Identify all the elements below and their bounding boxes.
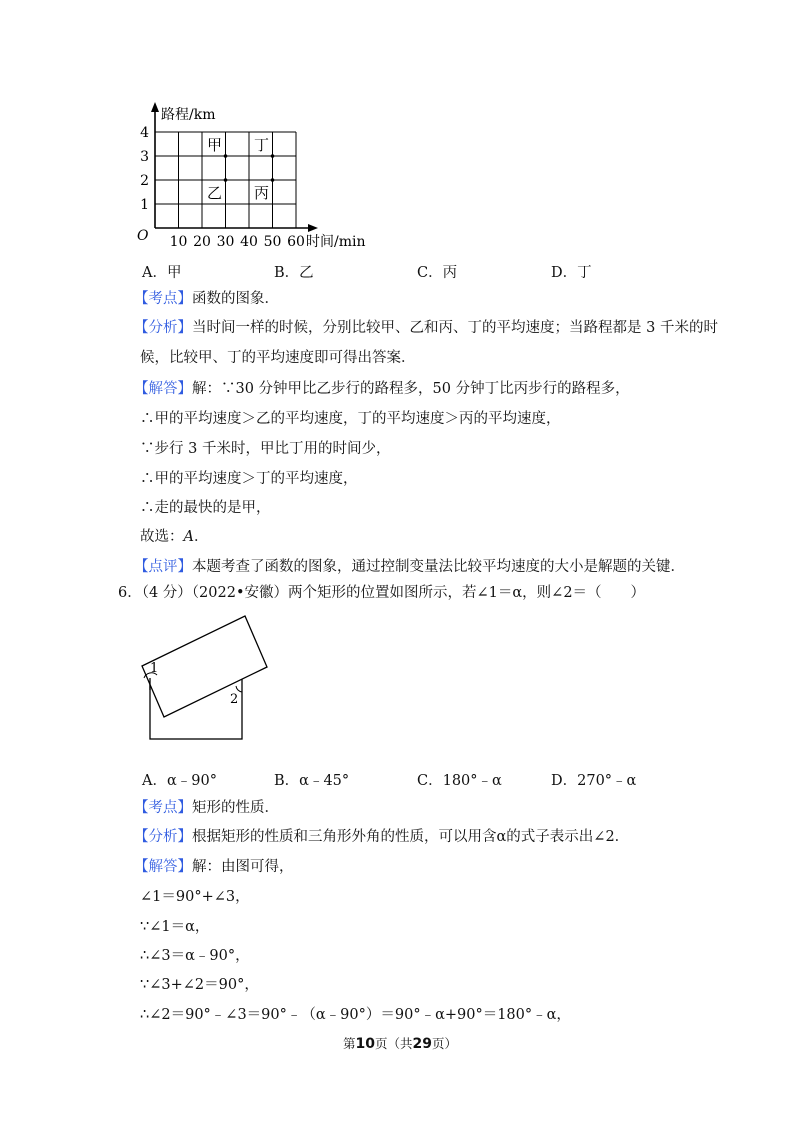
q6-jieda-3: ∵∠1＝α， [140, 919, 210, 935]
jieda-text: 解：∵30 分钟甲比乙步行的路程多，50 分钟丁比丙步行的路程多， [192, 381, 630, 397]
fenxi-text: 当时间一样的时候，分别比较甲、乙和丙、丁的平均速度；当路程都是 3 千米的时 [192, 320, 718, 336]
y-tick-label: 2 [140, 173, 149, 189]
angle-2-label: 2 [230, 692, 239, 707]
q5-jieda-2: ∴甲的平均速度＞乙的平均速度，丁的平均速度＞丙的平均速度， [140, 411, 561, 427]
q5-dianping [134, 557, 685, 577]
graph-points [207, 136, 274, 202]
jieda-tag: 【解答】 [134, 859, 192, 875]
footer-suffix: 页） [431, 1036, 457, 1051]
fenxi-tag: 【分析】 [134, 320, 192, 336]
point-label: 甲 [207, 136, 223, 154]
q5-jieda-1 [134, 379, 630, 399]
angle-1-label: 1 [150, 661, 159, 676]
q6-jieda-1 [134, 857, 294, 877]
q6-jieda-5: ∵∠3+∠2＝90°， [140, 977, 259, 993]
dianping-tag: 【点评】 [134, 559, 192, 575]
graph-point [224, 154, 228, 158]
x-tick-label: 50 [263, 234, 282, 250]
q6-option-c: C．180°﹣α [417, 773, 502, 789]
q5-option-c: C．丙 [417, 265, 458, 281]
y-tick-label: 4 [140, 125, 149, 141]
q6-rectangles-figure [0, 600, 800, 750]
answer-suffix: ． [193, 529, 209, 545]
point-label: 乙 [207, 184, 223, 202]
y-tick-label: 1 [140, 197, 149, 213]
x-tick-label: 10 [169, 234, 188, 250]
answer-prefix: 故选： [140, 529, 184, 545]
graph-point [271, 178, 275, 182]
tilted-rectangle [142, 616, 267, 717]
graph-ticks [140, 125, 305, 250]
x-tick-label: 30 [216, 234, 235, 250]
q5-option-b: B．乙 [274, 265, 314, 281]
footer-total-pages: 29 [412, 1036, 432, 1052]
y-axis-arrow [151, 102, 159, 112]
jieda-text: 解：由图可得， [192, 859, 294, 875]
x-axis-label: 时间/min [306, 234, 366, 250]
q6-option-a: A．α﹣90° [142, 773, 217, 789]
jieda-tag: 【解答】 [134, 381, 192, 397]
q5-fenxi-1 [134, 318, 718, 338]
q5-jieda-6 [140, 527, 208, 547]
y-axis-label: 路程/km [161, 107, 216, 123]
q6-option-d: D．270°﹣α [551, 773, 637, 789]
kaodian-text: 函数的图象． [192, 291, 279, 307]
dianping-text: 本题考查了函数的图象，通过控制变量法比较平均速度的大小是解题的关键． [192, 559, 685, 575]
q5-jieda-3: ∵步行 3 千米时，甲比丁用的时间少， [140, 441, 391, 457]
y-tick-label: 3 [140, 149, 149, 165]
q5-kaodian [134, 289, 279, 309]
kaodian-text: 矩形的性质． [192, 800, 279, 816]
kaodian-tag: 【考点】 [134, 291, 192, 307]
q6-jieda-4: ∴∠3＝α﹣90°， [140, 948, 250, 964]
x-tick-label: 60 [287, 234, 305, 250]
q5-fenxi-2: 候，比较甲、丁的平均速度即可得出答案． [140, 350, 416, 366]
x-tick-label: 40 [240, 234, 258, 250]
q6-kaodian [134, 798, 279, 818]
point-label: 丁 [254, 136, 270, 154]
graph-point [271, 154, 275, 158]
q6-stem: 6．（4 分）（2022•安徽）两个矩形的位置如图所示，若∠1＝α，则∠2＝（ ） [118, 585, 646, 601]
q5-jieda-4: ∴甲的平均速度＞丁的平均速度， [140, 471, 358, 487]
q6-jieda-2: ∠1＝90°+∠3， [140, 889, 250, 905]
footer-middle: 页（共 [374, 1036, 413, 1051]
kaodian-tag: 【考点】 [134, 800, 192, 816]
q6-fenxi [134, 827, 629, 847]
footer-prefix: 第 [342, 1036, 356, 1051]
fenxi-tag: 【分析】 [134, 829, 192, 845]
graph-point [224, 178, 228, 182]
fenxi-text: 根据矩形的性质和三角形外角的性质，可以用含α的式子表示出∠2． [192, 829, 630, 845]
origin-label: O [137, 228, 149, 244]
answer-letter: A [183, 529, 194, 545]
q5-option-d: D．丁 [551, 265, 592, 281]
point-label: 丙 [254, 184, 270, 202]
q5-jieda-5: ∴走的最快的是甲， [140, 500, 271, 516]
x-axis-arrow [308, 224, 318, 232]
x-tick-label: 20 [193, 234, 211, 250]
q5-option-a: A．甲 [142, 265, 182, 281]
q6-option-b: B．α﹣45° [274, 773, 350, 789]
footer-page-number: 10 [355, 1036, 375, 1052]
page-footer [0, 1034, 800, 1052]
q5-distance-time-graph [0, 0, 800, 260]
q6-jieda-6: ∴∠2＝90°﹣∠3＝90°﹣（α﹣90°）＝90°﹣α+90°＝180°﹣α， [140, 1007, 571, 1023]
